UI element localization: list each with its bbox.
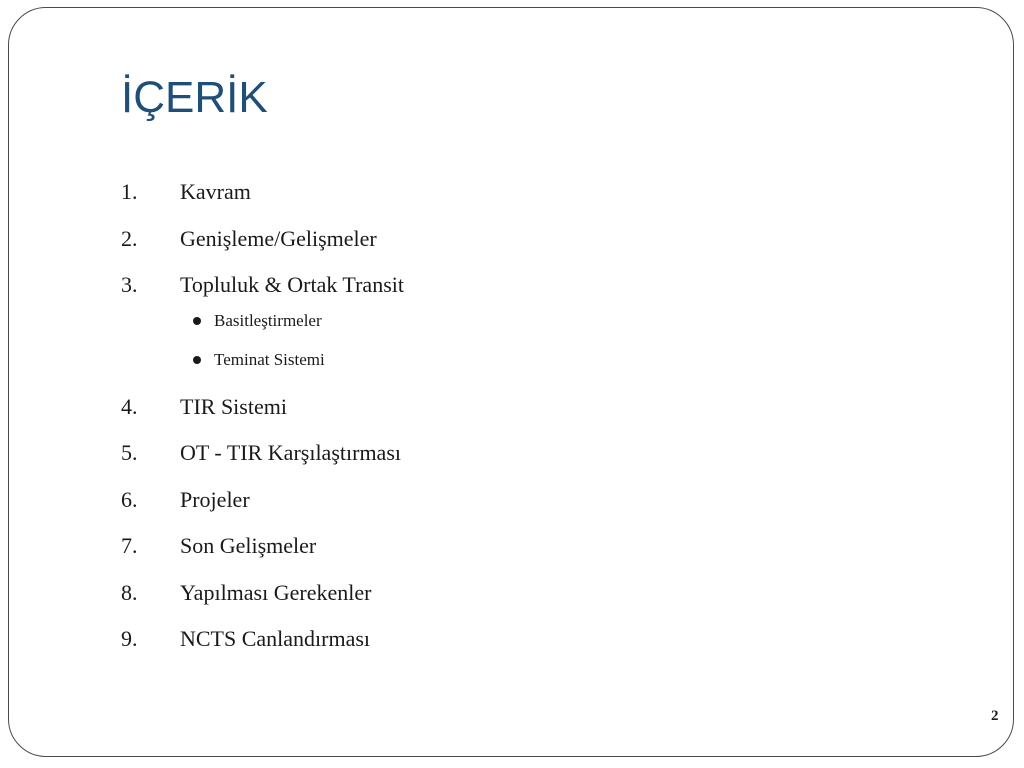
toc-item-text: Yapılması Gerekenler (180, 579, 372, 605)
bullet-icon (193, 356, 201, 364)
toc-item-number: 1. (121, 179, 138, 204)
toc-item-number: 8. (121, 579, 138, 605)
slide-title: İÇERİK (121, 73, 268, 122)
slide-frame (8, 7, 1014, 757)
page-number: 2 (991, 708, 999, 724)
toc-item-number: 3. (121, 272, 138, 297)
toc-item-number: 7. (121, 533, 138, 558)
toc-item-number: 6. (121, 486, 138, 512)
toc-item-text: Topluluk & Ortak Transit (180, 272, 404, 297)
toc-item-number: 9. (121, 626, 138, 651)
toc-item-text: TIR Sistemi (180, 393, 287, 419)
toc-item-text: NCTS Canlandırması (180, 626, 371, 651)
toc-item-number: 4. (121, 393, 138, 419)
toc-item-text: Kavram (180, 179, 251, 204)
toc-subitem-text: Teminat Sistemi (214, 349, 325, 369)
toc-item-text: Projeler (180, 486, 250, 512)
toc-subitem-text: Basitleştirmeler (214, 310, 322, 330)
toc-item-number: 5. (121, 440, 138, 465)
toc-item-text: Genişleme/Gelişmeler (180, 225, 377, 251)
toc-item-number: 2. (121, 225, 138, 251)
toc-item-text: OT - TIR Karşılaştırması (180, 440, 401, 465)
toc-item-text: Son Gelişmeler (180, 533, 317, 558)
bullet-icon (193, 317, 201, 325)
